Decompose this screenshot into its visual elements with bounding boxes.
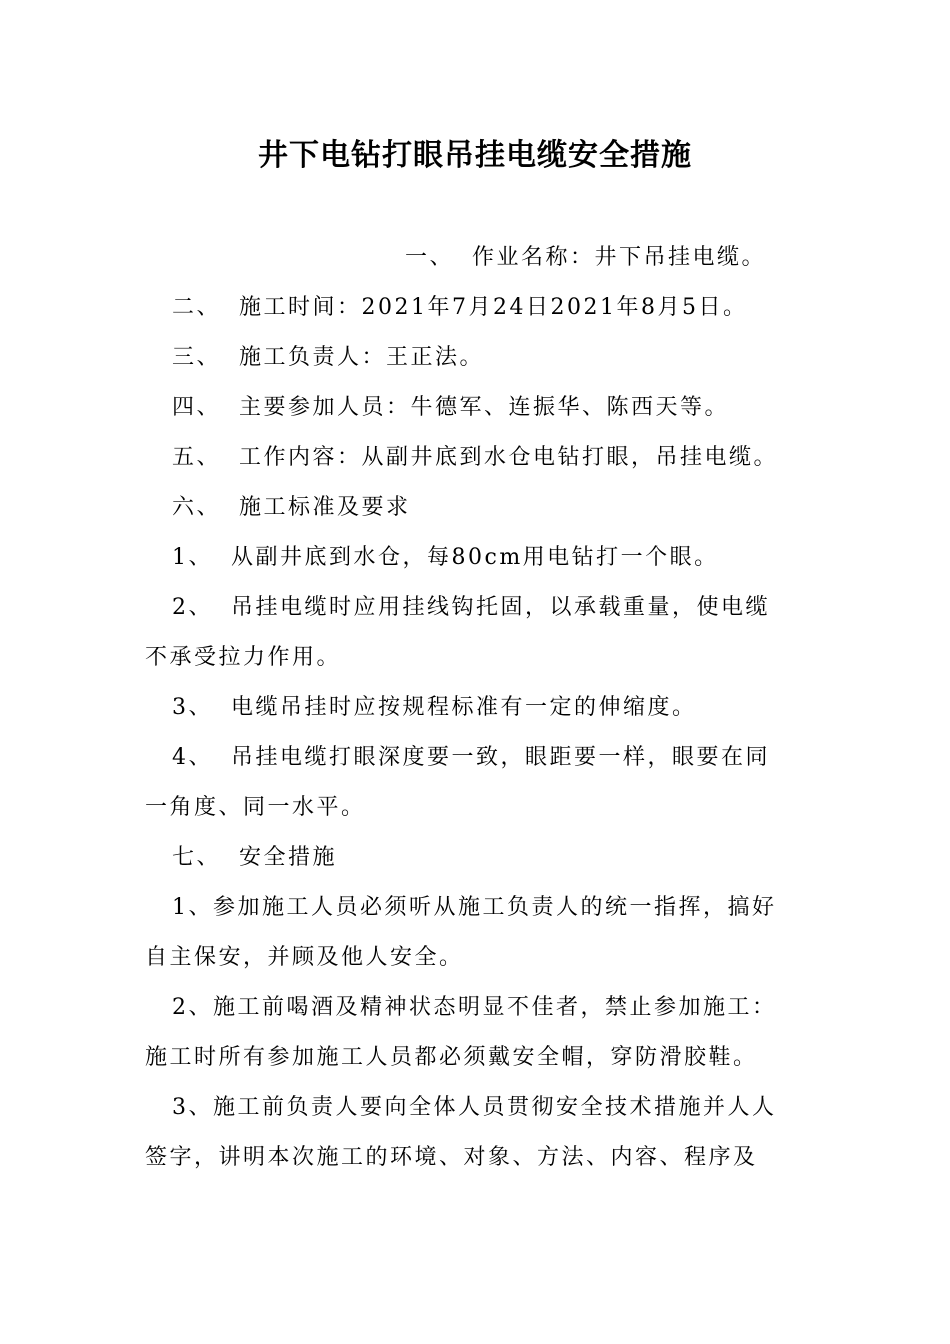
list-line xyxy=(172,993,777,1023)
section-line xyxy=(172,343,484,373)
section-line xyxy=(172,393,729,423)
list-line xyxy=(172,893,777,923)
item-text: 签字，讲明本次施工的环境、对象、方法、内容、程序及 xyxy=(145,1145,758,1170)
document-title: 井下电钻打眼吊挂电缆安全措施 xyxy=(258,138,692,173)
item-text: 从副井底到水仓，每80cm用电钻打一个眼。 xyxy=(231,545,719,570)
section-line xyxy=(172,843,337,873)
item-text: 吊挂电缆时应用挂线钩托固，以承载重量，使电缆 xyxy=(231,595,771,620)
list-line-continued xyxy=(145,1043,758,1073)
section-text: 施工时间：2021年7月24日2021年8月5日。 xyxy=(239,295,748,320)
item-text: 施工时所有参加施工人员都必须戴安全帽，穿防滑胶鞋。 xyxy=(145,1045,758,1070)
section-text: 主要参加人员：牛德军、连振华、陈西天等。 xyxy=(239,395,730,420)
item-text: 吊挂电缆打眼深度要一致，眼距要一样，眼要在同 xyxy=(231,745,771,770)
item-number: 1、 xyxy=(172,545,213,570)
section-number: 五、 xyxy=(172,445,222,470)
section-text: 工作内容：从副井底到水仓电钻打眼，吊挂电缆。 xyxy=(239,445,779,470)
section-text: 安全措施 xyxy=(239,845,338,870)
item-text: 电缆吊挂时应按规程标准有一定的伸缩度。 xyxy=(231,695,697,720)
item-text: 2、施工前喝酒及精神状态明显不佳者，禁止参加施工： xyxy=(172,995,777,1020)
item-text: 不承受拉力作用。 xyxy=(145,645,342,670)
item-number: 2、 xyxy=(172,595,213,620)
section-number: 二、 xyxy=(172,295,222,320)
item-number: 4、 xyxy=(172,745,213,770)
section-number: 六、 xyxy=(172,495,222,520)
list-line xyxy=(172,543,719,573)
item-text: 3、施工前负责人要向全体人员贯彻安全技术措施并人人 xyxy=(172,1095,777,1120)
section-line xyxy=(172,293,747,323)
section-number: 三、 xyxy=(172,345,222,370)
item-text: 一角度、同一水平。 xyxy=(145,795,366,820)
list-line-continued xyxy=(145,1143,758,1173)
item-number: 3、 xyxy=(172,695,213,720)
list-line xyxy=(172,743,770,773)
section-line xyxy=(405,243,766,273)
section-number: 七、 xyxy=(172,845,222,870)
section-number: 四、 xyxy=(172,395,222,420)
list-line xyxy=(172,1093,777,1123)
section-line xyxy=(172,493,411,523)
section-number: 一、 xyxy=(405,245,455,270)
section-line xyxy=(172,443,778,473)
section-text: 作业名称：井下吊挂电缆。 xyxy=(472,245,767,270)
item-text: 1、参加施工人员必须听从施工负责人的统一指挥，搞好 xyxy=(172,895,777,920)
list-line-continued xyxy=(145,943,464,973)
list-line xyxy=(172,593,770,623)
list-line-continued xyxy=(145,793,366,823)
section-text: 施工负责人：王正法。 xyxy=(239,345,485,370)
list-line xyxy=(172,693,697,723)
list-line-continued xyxy=(145,643,341,673)
item-text: 自主保安，并顾及他人安全。 xyxy=(145,945,464,970)
section-text: 施工标准及要求 xyxy=(239,495,411,520)
